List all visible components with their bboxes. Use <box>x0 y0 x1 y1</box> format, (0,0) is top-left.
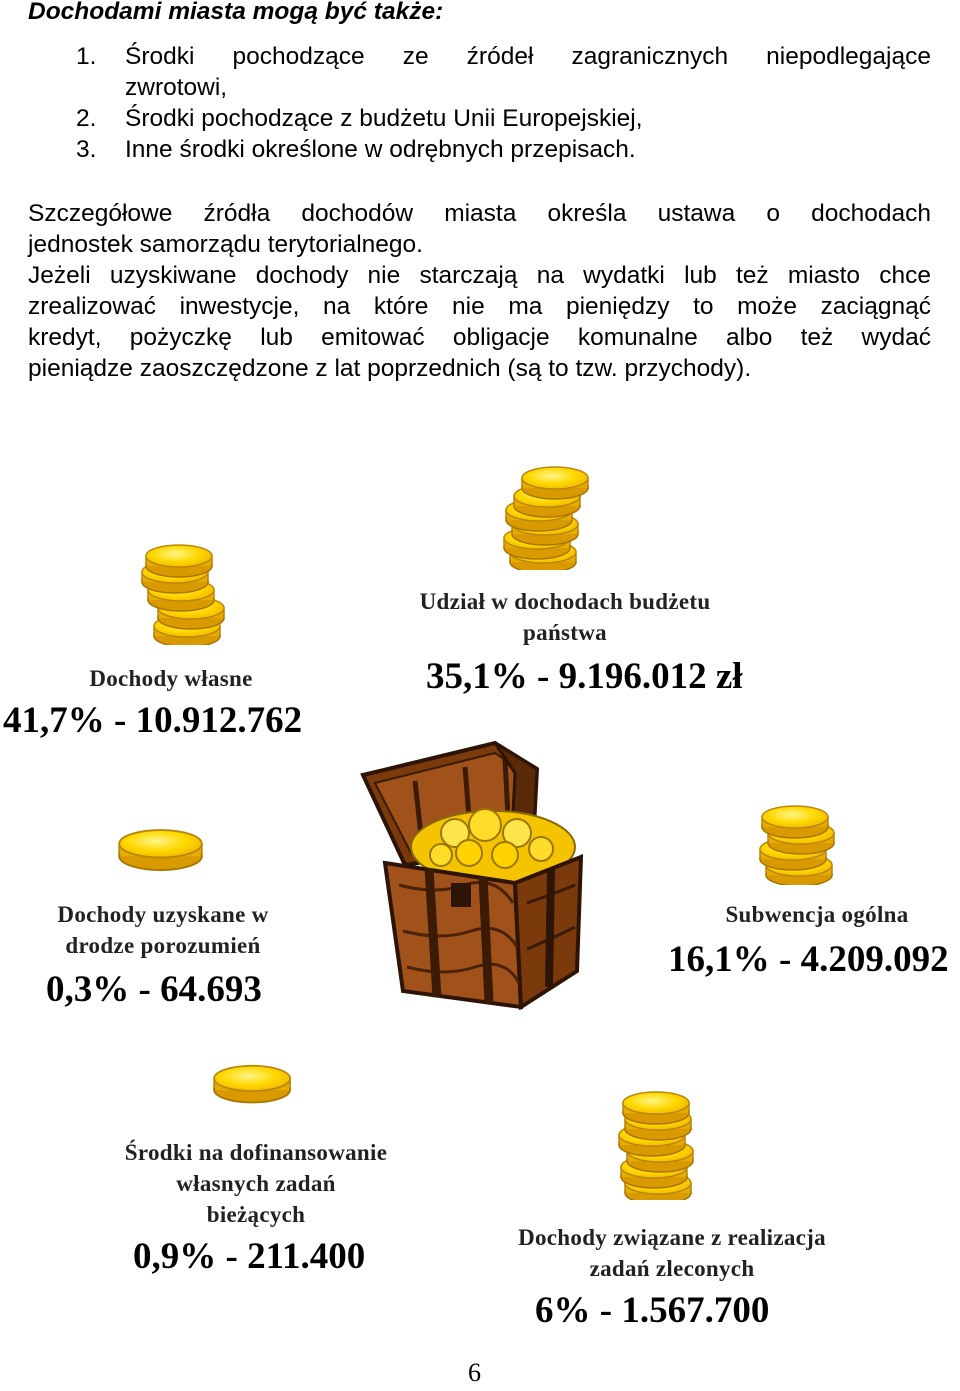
list-item-text: Środki pochodzące z budżetu Unii Europejskiej, <box>125 105 643 132</box>
list-item-text: zwrotowi, <box>125 74 228 101</box>
coin-stack-icon <box>615 1085 695 1200</box>
paragraph-line: Jeżeli uzyskiwane dochody nie starczają na wydatki lub też miasto chce <box>28 262 931 289</box>
general-subsidy-label: Subwencja ogólna <box>725 902 909 927</box>
income-list <box>28 41 931 165</box>
coin-stack-icon <box>140 540 230 645</box>
list-item-number: 3. <box>76 136 97 163</box>
coin-stack-icon <box>752 795 848 885</box>
list-item-number: 1. <box>76 43 97 70</box>
agreements-label-line: Dochody uzyskane w <box>57 902 269 927</box>
paragraph-line: jednostek samorządu terytorialnego. <box>28 231 423 258</box>
commissioned-label <box>480 1222 864 1284</box>
paragraph-line: Szczegółowe źródła dochodów miasta określa ustawa o dochodach <box>28 200 931 227</box>
paragraph-revenue <box>28 260 931 384</box>
own-income-label: Dochody własne <box>89 666 253 691</box>
paragraph-line: zrealizować inwestycje, na które nie ma pieniędzy to może zaciągnąć <box>28 293 931 320</box>
coin-stack-icon <box>500 460 592 570</box>
list-item-number: 2. <box>76 105 97 132</box>
own-income-value: 41,7% - 10.912.762 <box>3 700 303 741</box>
section-heading: Dochodami miasta mogą być także: <box>28 0 444 25</box>
cofinancing-label <box>90 1137 422 1230</box>
list-item <box>28 134 931 165</box>
single-coin-icon <box>118 825 204 875</box>
cofinancing-label-line: Środki na dofinansowanie <box>124 1140 388 1165</box>
agreements-label-line: drodze porozumień <box>65 933 261 958</box>
state-budget-value: 35,1% - 9.196.012 zł <box>426 656 743 697</box>
state-budget-label <box>384 586 746 648</box>
commissioned-label-line: Dochody związane z realizacja <box>518 1225 826 1250</box>
single-coin-icon <box>213 1060 293 1108</box>
cofinancing-label-line: bieżących <box>206 1202 306 1227</box>
list-item-text: Inne środki określone w odrębnych przepisach. <box>125 136 636 163</box>
commissioned-value: 6% - 1.567.700 <box>535 1290 770 1331</box>
agreements-label <box>24 899 302 961</box>
list-item-text: Środki pochodzące ze źródeł zagranicznych niepodlegające <box>125 43 931 70</box>
page-number: 6 <box>468 1358 481 1387</box>
cofinancing-value: 0,9% - 211.400 <box>133 1236 366 1277</box>
paragraph-line: kredyt, pożyczkę lub emitować obligacje komunalne albo też wydać <box>28 324 931 351</box>
commissioned-label-line: zadań zleconych <box>589 1256 755 1281</box>
cofinancing-label-line: własnych zadań <box>176 1171 336 1196</box>
general-subsidy-value: 16,1% - 4.209.092 <box>668 939 949 980</box>
list-item <box>28 41 931 103</box>
state-budget-label-line: Udział w dochodach budżetu <box>419 589 711 614</box>
paragraph-line: pieniądze zaoszczędzone z lat poprzednich (są to tzw. przychody). <box>28 355 752 382</box>
agreements-value: 0,3% - 64.693 <box>46 969 262 1010</box>
paragraph-sources <box>28 198 931 260</box>
treasure-chest-icon <box>345 735 620 1010</box>
list-item <box>28 103 931 134</box>
state-budget-label-line: państwa <box>523 620 607 645</box>
